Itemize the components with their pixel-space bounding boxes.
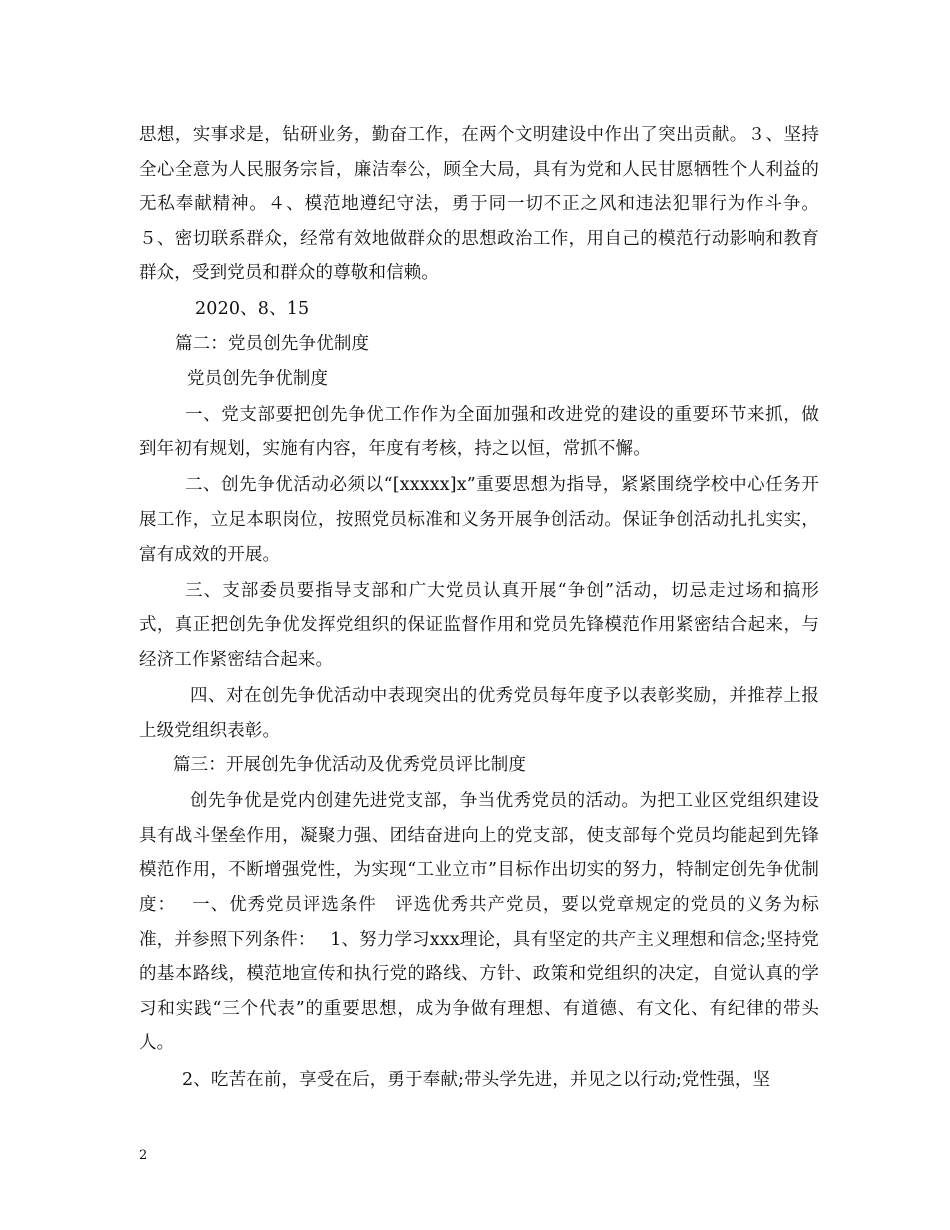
paragraph-condition-two: 2、吃苦在前，享受在后，勇于奉献;带头学先进，并见之以行动;党性强，坚	[182, 1069, 771, 1090]
paragraph-item-three: 三、支部委员要指导支部和广大党员认真开展“争创”活动，切忌走过场和搞形式，真正把创先争优发挥党组织的保证监督作用和党员先锋模范作用紧密结合起来，与经济工作紧密结合起来。	[139, 580, 819, 670]
paragraph-item-one: 一、党支部要把创先争优工作作为全面加强和改进党的建设的重要环节来抓，做到年初有规划，实施有内容，年度有考核，持之以恒，常抓不懈。	[139, 404, 819, 460]
section-title-party-member-system: 党员创先争优制度	[187, 368, 329, 389]
paragraph-part-three-body: 创先争优是党内创建先进党支部，争当优秀党员的活动。为把工业区党组织建设具有战斗堡垒作用，凝聚力强、团结奋进向上的党支部，使支部每个党员均能起到先锋模范作用，不断增强党性，为实现“工业立市”目标作出切实的努力，特制定创先争优制度： 一、优秀党员评选条件 评选优秀共产党员，要以党章规定的党员的义务为标准，并参照下列条件： 1、努力学习xxx理论，具有坚定的共产主义理想和信念;坚持党的基本路线，模范地宣传和执行党的路线、方针、政策和党组织的决定，自觉认真的学习和实践“三个代表”的重要思想，成为争做有理想、有道德、有文化、有纪律的带头人。	[139, 791, 819, 1054]
paragraph-date: 2020、8、15	[195, 299, 310, 320]
paragraph-item-four: 四、对在创先争优活动中表现突出的优秀党员每年度予以表彰奖励，并推荐上报上级党组织表彰。	[139, 686, 819, 741]
page-number: 2	[139, 1148, 148, 1163]
document-body	[139, 118, 819, 1097]
section-heading-part-two: 篇二：党员创先争优制度	[175, 334, 370, 355]
paragraph-continuation: 思想，实事求是，钻研业务，勤奋工作，在两个文明建设中作出了突出贡献。３、坚持全心全意为人民服务宗旨，廉洁奉公，顾全大局，具有为党和人民甘愿牺牲个人利益的无私奉献精神。４、模范地遵纪守法，勇于同一切不正之风和违法犯罪行为作斗争。５、密切联系群众，经常有效地做群众的思想政治工作，用自己的模范行动影响和教育群众，受到党员和群众的尊敬和信赖。	[139, 125, 819, 284]
section-heading-part-three: 篇三：开展创先争优活动及优秀党员评比制度	[173, 755, 526, 776]
paragraph-item-two: 二、创先争优活动必须以“[xxxxx]x”重要思想为指导，紧紧围绕学校中心任务开展工作，立足本职岗位，按照党员标准和义务开展争创活动。保证争创活动扎扎实实，富有成效的开展。	[139, 475, 819, 565]
